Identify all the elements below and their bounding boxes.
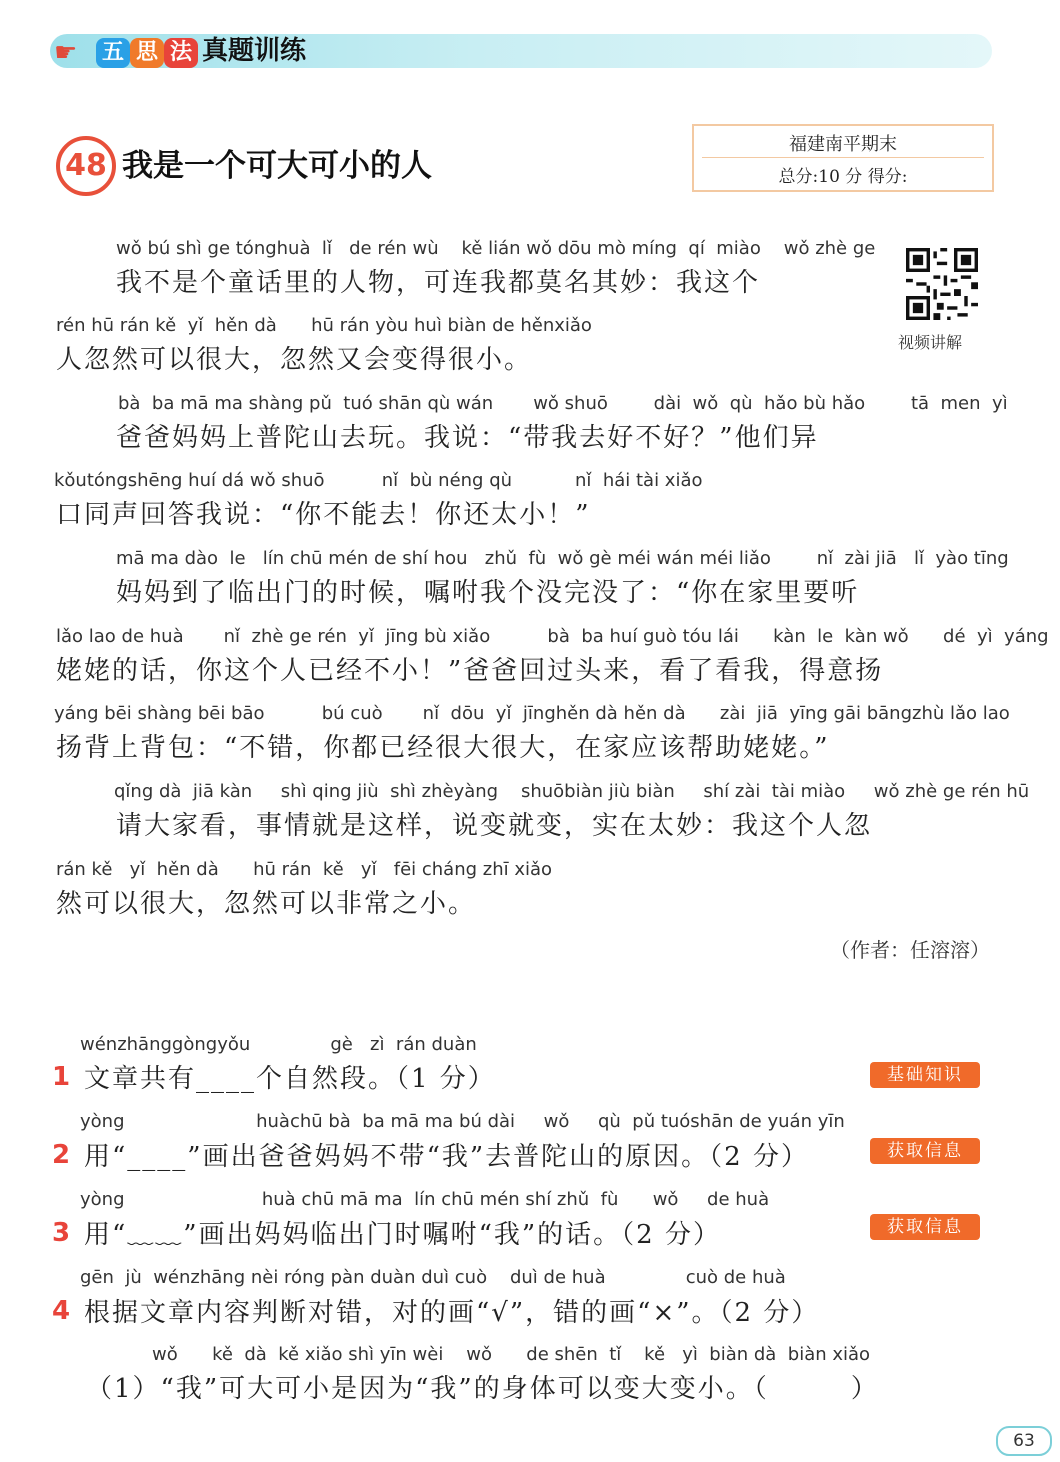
section-title: 真题训练 xyxy=(202,36,307,66)
pinyin-line: gēn jù wénzhāng nèi róng pàn duàn duì cuò duì de huà cuò de huà xyxy=(80,1267,786,1288)
pinyin-line: mā ma dào le lín chū mén de shí hou zhǔ fù wǒ gè méi wán méi liǎo nǐ zài jiā lǐ yào tīng xyxy=(116,548,1009,569)
pinyin-line: lǎo lao de huà nǐ zhè ge rén yǐ jīng bù xiǎo bà ba huí guò tóu lái kàn le kàn wǒ dé yì yáng xyxy=(56,626,1049,647)
question-text: 用“﹏﹏”画出妈妈临出门时嘱咐“我”的话。（2 分） xyxy=(84,1220,721,1250)
pinyin-line: bà ba mā ma shàng pǔ tuó shān qù wán wǒ shuō dài wǒ qù hǎo bù hǎo tā men yì xyxy=(118,393,1008,414)
pinyin-line: rán kě yǐ hěn dà hū rán kě yǐ fēi cháng zhī xiǎo xyxy=(56,859,553,880)
passage-line: 爸爸妈妈上普陀山去玩。我说：“带我去好不好？”他们异 xyxy=(116,423,819,453)
passage-line: 我不是个童话里的人物，可连我都莫名其妙：我这个 xyxy=(116,268,761,298)
pinyin-line: yòng huàchū bà ba mā ma bú dài wǒ qù pǔ tuóshān de yuán yīn xyxy=(80,1111,845,1132)
qr-label: 视频讲解 xyxy=(898,333,963,352)
question-text: 文章共有____个自然段。（1 分） xyxy=(84,1064,496,1094)
method-chip-3: 法 xyxy=(164,38,198,68)
question-number: 2 xyxy=(52,1140,71,1170)
pinyin-line: wǒ bú shì ge tónghuà lǐ de rén wù kě lián wǒ dōu mò míng qí miào wǒ zhè ge xyxy=(116,238,876,259)
qr-code-icon[interactable] xyxy=(906,248,978,320)
sub-question-text: （1）“我”可大可小是因为“我”的身体可以变大变小。（ ） xyxy=(86,1374,879,1404)
skill-tag: 基础知识 xyxy=(870,1062,980,1088)
pinyin-line: wénzhānggòngyǒu gè zì rán duàn xyxy=(80,1034,477,1055)
lesson-number-badge: 48 xyxy=(56,136,116,196)
passage-line: 口同声回答我说：“你不能去！你还太小！” xyxy=(56,500,591,530)
pinyin-line: yáng bēi shàng bēi bāo bú cuò nǐ dōu yǐ jīnghěn dà hěn dà zài jiā yīng gāi bāngzhù lǎo lao xyxy=(54,703,1010,724)
lesson-title: 我是一个可大可小的人 xyxy=(122,148,432,184)
question-number: 3 xyxy=(52,1218,71,1248)
divider xyxy=(702,157,984,158)
exam-source: 福建南平期末 xyxy=(789,134,897,155)
page-number: 63 xyxy=(996,1426,1052,1456)
pinyin-line: qǐng dà jiā kàn shì qing jiù shì zhèyàng shuōbiàn jiù biàn shí zài tài miào wǒ zhè ge rén hū xyxy=(114,781,1030,802)
passage-line: 然可以很大，忽然可以非常之小。 xyxy=(56,889,477,919)
pinyin-line: wǒ kě dà kě xiǎo shì yīn wèi wǒ de shēn tǐ kě yì biàn dà biàn xiǎo xyxy=(152,1344,871,1365)
passage-line: 妈妈到了临出门的时候，嘱咐我个没完没了：“你在家里要听 xyxy=(116,578,860,608)
exam-score: 总分:10 分 得分: xyxy=(778,167,908,187)
skill-tag: 获取信息 xyxy=(870,1214,980,1240)
method-chip-2: 思 xyxy=(130,38,164,68)
skill-tag: 获取信息 xyxy=(870,1138,980,1164)
pinyin-line: rén hū rán kě yǐ hěn dà hū rán yòu huì biàn de hěnxiǎo xyxy=(56,315,592,336)
passage-line: 请大家看，事情就是这样，说变就变，实在太妙：我这个人忽 xyxy=(116,811,873,841)
question-number: 1 xyxy=(52,1062,71,1092)
author-credit: （作者：任溶溶） xyxy=(830,938,990,962)
question-number: 4 xyxy=(52,1296,71,1326)
passage-line: 扬背上背包：“不错，你都已经很大很大，在家应该帮助姥姥。” xyxy=(56,733,830,763)
pointing-hand-icon: ☛ xyxy=(54,38,78,68)
question-text: 根据文章内容判断对错，对的画“√”，错的画“×”。（2 分） xyxy=(84,1298,820,1328)
method-chip-1: 五 xyxy=(96,38,130,68)
question-text: 用“____”画出爸爸妈妈不带“我”去普陀山的原因。（2 分） xyxy=(84,1142,809,1172)
pinyin-line: yòng huà chū mā ma lín chū mén shí zhǔ fù wǒ de huà xyxy=(80,1189,770,1210)
exam-info-box xyxy=(692,124,994,192)
passage-line: 人忽然可以很大，忽然又会变得很小。 xyxy=(56,345,533,375)
pinyin-line: kǒutóngshēng huí dá wǒ shuō nǐ bù néng qù nǐ hái tài xiǎo xyxy=(54,470,703,491)
passage-line: 姥姥的话，你这个人已经不小！”爸爸回过头来，看了看我，得意扬 xyxy=(56,656,884,686)
